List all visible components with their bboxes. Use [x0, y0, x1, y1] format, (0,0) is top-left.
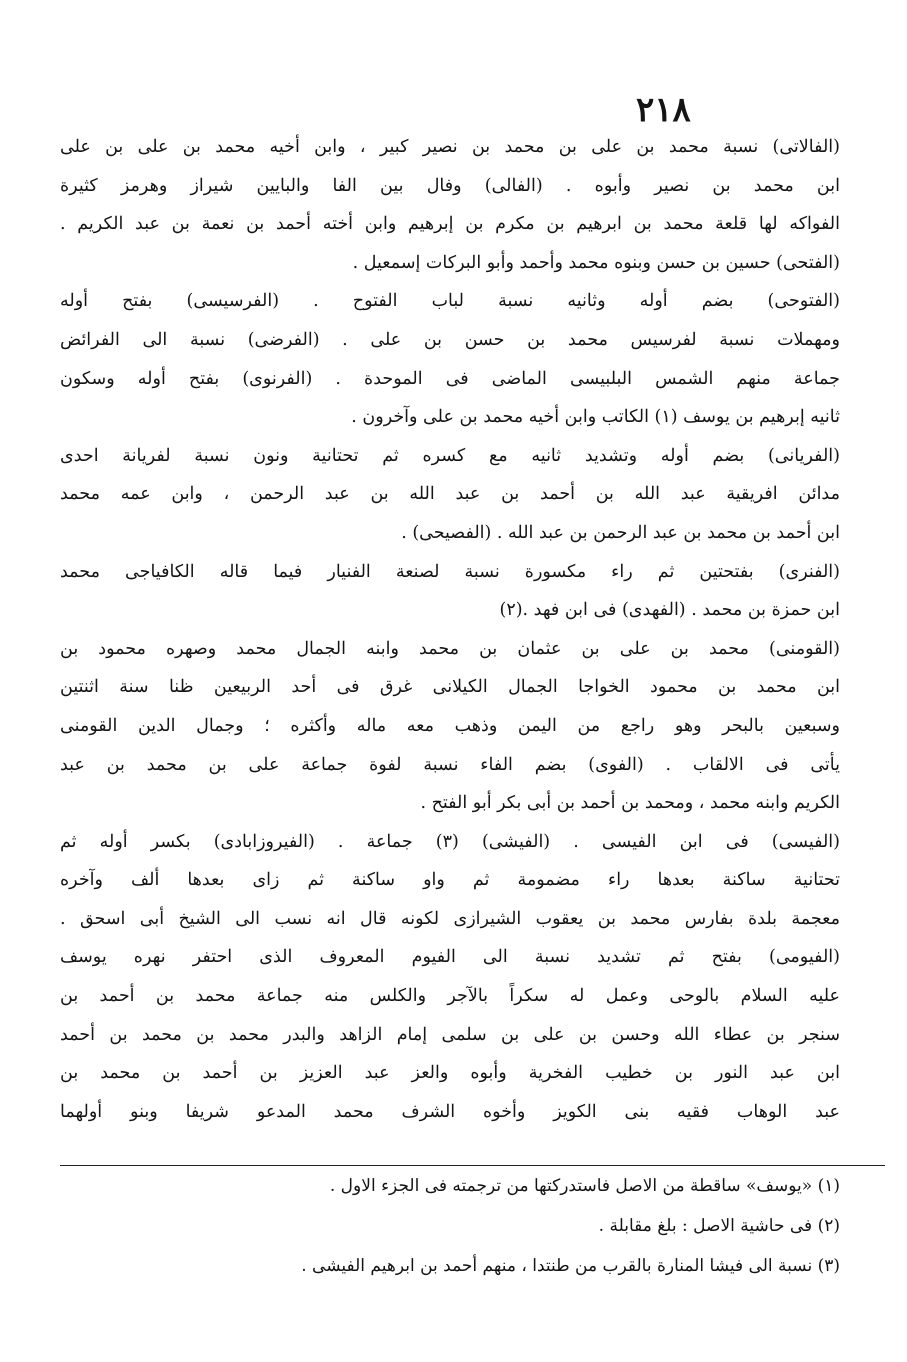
text-line: (الفتوحى) بضم أوله وثانيه نسبة لباب الفتوح . (الفرسيسى) بفتح أوله — [60, 291, 840, 312]
text-line: ومهملات نسبة لفرسيس محمد بن حسن بن على . (الفرضى) نسبة الى الفرائض — [60, 329, 840, 350]
text-line: ابن محمد بن نصير وأبوه . (الفالى) وفال بين الفا والبايين شيراز وهرمز كثيرة — [60, 175, 840, 196]
text-line: مدائن افريقية عبد الله بن أحمد بن عبد الله بن عبد الرحمن ، وابن عمه محمد — [60, 484, 840, 505]
text-line: الفواكه لها قلعة محمد بن ابرهيم بن مكرم بن إبرهيم وابن أخته أحمد بن نعمة بن عبد الكريم . — [60, 214, 840, 235]
text-line: عليه السلام بالوحى وعمل له سكراً بالآجر والكلس منه جماعة محمد بن أحمد بن — [60, 986, 840, 1007]
page-number: ٢١٨ — [636, 90, 691, 130]
text-line: (الفيومى) بفتح ثم تشديد نسبة الى الفيوم المعروف الذى احتفر نهره يوسف — [60, 947, 840, 968]
footnote: (٣) نسبة الى فيشا المنارة بالقرب من طنتدا ، منهم أحمد بن ابرهيم الفيشى . — [301, 1256, 840, 1276]
text-line: (الفريانى) بضم أوله وتشديد ثانيه مع كسره ثم تحتانية ونون نسبة لفريانة احدى — [60, 445, 840, 466]
text-line: (الفتحى) حسين بن حسن وبنوه محمد وأحمد وأبو البركات إسمعيل . — [352, 252, 840, 273]
text-line: سنجر بن عطاء الله وحسن بن على بن سلمى إمام الزاهد والبدر محمد بن محمد بن أحمد — [60, 1024, 840, 1045]
text-line: ابن حمزة بن محمد . (الفهدى) فى ابن فهد .(٢) — [499, 600, 840, 621]
text-line: (الفنرى) بفتحتين ثم راء مكسورة نسبة لصنعة الفنيار فيما قاله الكافياجى محمد — [60, 561, 840, 582]
text-line: جماعة منهم الشمس البلبيسى الماضى فى الموحدة . (الفرنوى) بفتح أوله وسكون — [60, 368, 840, 389]
text-line: الكريم وابنه محمد ، ومحمد بن أحمد بن أبى بكر أبو الفتح . — [420, 793, 840, 814]
text-line: ثانيه إبرهيم بن يوسف (١) الكاتب وابن أخيه محمد بن على وآخرون . — [351, 407, 840, 428]
footnotes-block — [60, 1166, 840, 1286]
text-line: (الفيسى) فى ابن الفيسى . (الفيشى) (٣) جماعة . (الفيروزابادى) بكسر أوله ثم — [60, 831, 840, 852]
text-line: تحتانية ساكنة بعدها راء مضمومة ثم واو ساكنة ثم زاى بعدها ألف وآخره — [60, 870, 840, 891]
main-text-block — [60, 128, 840, 1131]
footnote: (٢) فى حاشية الاصل : بلغ مقابلة . — [598, 1216, 840, 1236]
text-line: يأتى فى الالقاب . (الفوى) بضم الفاء نسبة لفوة جماعة على بن محمد بن عبد — [60, 754, 840, 775]
footnote: (١) «يوسف» ساقطة من الاصل فاستدركتها من ترجمته فى الجزء الاول . — [329, 1176, 840, 1196]
text-line: (الفالاتى) نسبة محمد بن على بن محمد بن نصير كبير ، وابن أخيه محمد بن على بن على — [60, 137, 840, 157]
text-line: (القومنى) محمد بن على بن عثمان بن محمد وابنه الجمال محمد وصهره محمود بن — [60, 638, 840, 659]
text-line: ابن عبد النور بن خطيب الفخرية وأبوه والعز عبد العزيز بن أحمد بن محمد بن — [60, 1063, 840, 1084]
text-line: معجمة بلدة بفارس محمد بن يعقوب الشيرازى لكونه قال انه نسب الى الشيخ أبى اسحق . — [60, 908, 840, 929]
text-line: ابن أحمد بن محمد بن عبد الرحمن بن عبد الله . (الفصيحى) . — [401, 522, 840, 543]
text-line: عبد الوهاب فقيه بنى الكويز وأخوه الشرف محمد المدعو شريفا وبنو أولهما — [60, 1101, 840, 1122]
text-line: وسبعين بالبحر وهو راجع من اليمن وذهب معه ماله وأكثره ؛ وجمال الدين القومنى — [60, 715, 840, 736]
text-line: ابن محمد بن محمود الخواجا الجمال الكيلانى غرق فى أحد الربيعين ظنا سنة اثنتين — [60, 677, 840, 698]
